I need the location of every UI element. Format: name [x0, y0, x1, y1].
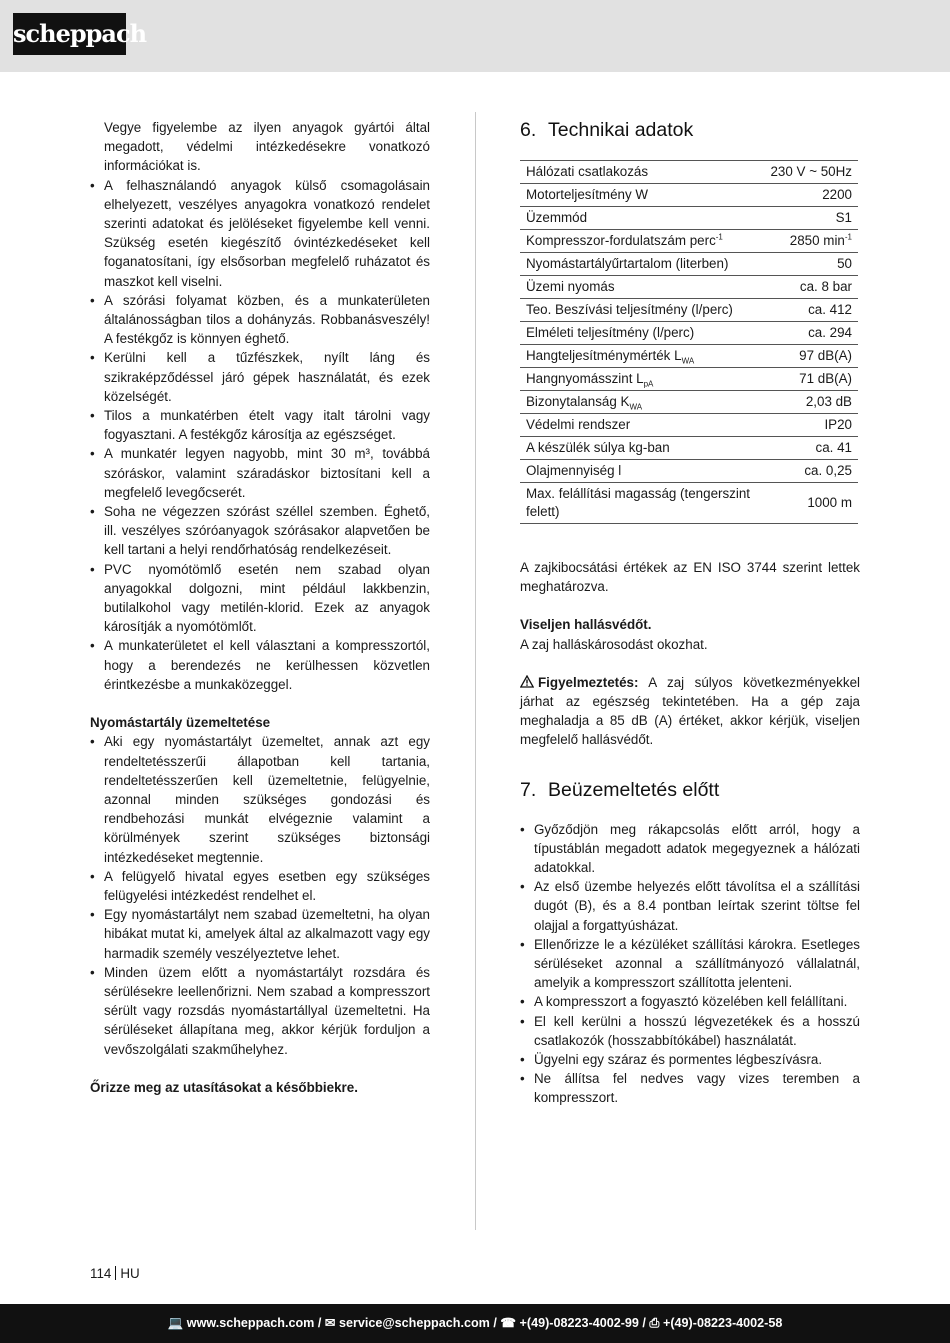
spec-label: Olajmennyiség l: [520, 460, 764, 483]
list-item: • Egy nyomástartályt nem szabad üzemeltetni, ha olyan hibákat mutat ki, amelyek által az alkalmazott vagy egy harmadik személy veszélyeztetve lehet.: [90, 905, 430, 963]
spec-row: [520, 460, 858, 483]
scheppach-logo: scheppach: [13, 13, 126, 55]
spec-label: Teo. Beszívási teljesítmény (l/perc): [520, 299, 764, 322]
phone-number: +(49)-08223-4002-99: [519, 1316, 639, 1330]
website-link[interactable]: www.scheppach.com: [186, 1316, 315, 1330]
spec-label: Bizonytalanság $K_{WA}$: [520, 391, 764, 414]
spec-value: IP20: [764, 414, 858, 437]
spec-value: 230 V ~ 50Hz: [764, 161, 858, 184]
spec-value: 50: [764, 253, 858, 276]
before-operation-heading: [520, 778, 860, 802]
spec-value: ca. 8 bar: [764, 276, 858, 299]
warning-label: Figyelmeztetés:: [538, 674, 639, 690]
spec-row: [520, 414, 858, 437]
section-number: 7.: [520, 778, 537, 801]
spec-label: Védelmi rendszer: [520, 414, 764, 437]
list-item: • PVC nyomótömlő esetén nem szabad olyan anyagokkal dolgozni, mint például lakkbenzin, butilalkohol vagy metilén-klorid. Ezek az anyagok károsítják a nyomótömlőt.: [90, 560, 430, 637]
list-item: • El kell kerülni a hosszú légvezetékek és a hosszú csatlakozók (hosszabbítókábel) használatát.: [520, 1012, 860, 1050]
spec-value: ca. 294: [764, 322, 858, 345]
spec-row: [520, 368, 858, 391]
pressure-tank-list: [90, 732, 430, 1058]
spec-value: S1: [764, 207, 858, 230]
spec-value: ca. 41: [764, 437, 858, 460]
page-header: [0, 0, 950, 72]
safety-list: [90, 176, 430, 694]
spec-label: Hangteljesítménymérték $L_{WA}$: [520, 345, 764, 368]
list-item: • Az első üzembe helyezés előtt távolítsa el a szállítási dugót (B), és a 8.4 pontban leírtak szerint töltse fel olajjal a forgattyúsházat.: [520, 877, 860, 935]
left-column: [90, 118, 430, 1097]
spec-label: Max. felállítási magasság (tengerszint felett): [520, 483, 764, 524]
spec-row: [520, 345, 858, 368]
spec-label: Nyomástartályűrtartalom (literben): [520, 253, 764, 276]
section-number: 6.: [520, 119, 537, 141]
page-number: [90, 1264, 140, 1283]
spec-value: 2850 $\min^{-1}$: [764, 230, 858, 253]
fax-number: +(49)-08223-4002-58: [663, 1316, 783, 1330]
spec-table: [520, 160, 858, 524]
warning-text: A zaj súlyos következményekkel járhat az egészség tekintetében. Ha a gép zaja meghaladja a 85 dB (A) értéket, akkor kérjük, viseljen megfelelő hallásvédőt.: [520, 674, 860, 748]
page-language: HU: [120, 1266, 140, 1281]
spec-value: 71 dB(A): [764, 368, 858, 391]
list-item: • Ügyelni egy száraz és pormentes légbeszívásra.: [520, 1050, 860, 1069]
spec-row: [520, 230, 858, 253]
phone-icon: ☎: [500, 1316, 517, 1330]
fax-icon: ⎙: [649, 1316, 660, 1330]
list-item: • Minden üzem előtt a nyomástartályt rozsdára és sérülésekre leellenőrizni. Nem szabad a kompresszort sérült vagy rozsdás nyomástartállyal üzemeltetni. Ha sérüléseket állapítana meg, akkor kérjük forduljon a vevőszolgálati szakműhelyhez.: [90, 963, 430, 1059]
warning-paragraph: [520, 673, 860, 750]
hearing-text: A zaj halláskárosodást okozhat.: [520, 636, 708, 652]
list-item: • Ne állítsa fel nedves vagy vizes teremben a kompresszort.: [520, 1069, 860, 1107]
intro-paragraph: Vegye figyelembe az ilyen anyagok gyártói által megadott, védelmi intézkedésekre vonatkozó információkat is.: [104, 120, 430, 174]
spec-row: [520, 276, 858, 299]
section-heading: Nyomástartály üzemeltetése: [90, 715, 271, 731]
spec-label: Motorteljesítmény W: [520, 184, 764, 207]
list-item: • Soha ne végezzen szórást széllel szemben. Éghető, ill. veszélyes szóróanyagok szórásakor alapvetően be kell tartani a helyi rendőrhatóság rendelkezéseit.: [90, 502, 430, 560]
list-item: • A felhasználandó anyagok külső csomagolásain elhelyezett, veszélyes anyagokra vonatkozó rendelet szerinti adatokat és jelöléseket figyelembe kell venni. Szükség esetén kiegészítő óvintézkedéseket kell foganatosítani, így elsősorban megfelelő ruházatot és maszkot kell viselni.: [90, 176, 430, 291]
noise-paragraph: A zajkibocsátási értékek az EN ISO 3744 szerint lettek meghatározva.: [520, 560, 860, 595]
hearing-heading: Viseljen hallásvédőt.: [520, 617, 652, 633]
spec-row: [520, 161, 858, 184]
spec-label: Üzemmód: [520, 207, 764, 230]
spec-row: [520, 391, 858, 414]
closing-note: Őrizze meg az utasításokat a későbbiekre.: [90, 1079, 358, 1095]
spec-row: [520, 207, 858, 230]
list-item: • A kompresszort a fogyasztó közelében kell felállítani.: [520, 992, 860, 1011]
section-title: Technikai adatok: [548, 119, 694, 141]
spec-value: 97 dB(A): [764, 345, 858, 368]
spec-value: 2,03 dB: [764, 391, 858, 414]
column-divider: [475, 112, 476, 1230]
spec-label: Kompresszor-fordulatszám perc$^{-1}$: [520, 230, 764, 253]
page-number-value: 114: [90, 1266, 112, 1281]
spec-label: Hálózati csatlakozás: [520, 161, 764, 184]
email-icon: ✉: [324, 1316, 336, 1330]
spec-row: [520, 299, 858, 322]
spec-value: 2200: [764, 184, 858, 207]
right-column: [520, 118, 860, 1108]
spec-row: [520, 253, 858, 276]
computer-icon: 💻: [167, 1316, 184, 1330]
spec-row: [520, 437, 858, 460]
spec-value: ca. 0,25: [764, 460, 858, 483]
list-item: • Kerülni kell a tűzfészkek, nyílt láng és szikraképződéssel járó gépek használatát, és ezek közelségét.: [90, 348, 430, 406]
tech-data-heading: [520, 118, 860, 142]
spec-value: 1000 m: [764, 483, 858, 524]
list-item: • Aki egy nyomástartályt üzemeltet, annak azt egy rendeltetésszerűi állapotban kell tartania, rendeltetésszerűen kell üzemeltetnie, felügyelnie, azonnal minden szükséges gondozási és rendbehozási munkát elvégeznie valamint a körülmények szerint szükséges biztonsági intézkedéseket megtennie.: [90, 732, 430, 866]
spec-label: A készülék súlya kg-ban: [520, 437, 764, 460]
before-operation-list: [520, 820, 860, 1108]
list-item: • A munkatér legyen nagyobb, mint 30 m³, továbbá szóráskor, valamint száradáskor biztosítani kell a megfelelő levegőcserét.: [90, 444, 430, 502]
page-footer: 💻 www.scheppach.com / ✉ service@scheppach.com / ☎ +(49)-08223-4002-99 / ⎙ +(49)-08223-4002-58: [0, 1304, 950, 1343]
email-link[interactable]: service@scheppach.com: [338, 1316, 490, 1330]
spec-value: ca. 412: [764, 299, 858, 322]
list-item: • Tilos a munkatérben ételt vagy italt tárolni vagy fogyasztani. A festékgőz károsítja az egészséget.: [90, 406, 430, 444]
spec-row: [520, 483, 858, 524]
spec-row: [520, 184, 858, 207]
list-item: • A munkaterületet el kell választani a kompresszortól, hogy a berendezés ne kerülhessen közvetlen érintkezésbe a munkaközeggel.: [90, 636, 430, 694]
spec-label: Elméleti teljesítmény (l/perc): [520, 322, 764, 345]
spec-label: Hangnyomásszint $L_{pA}$: [520, 368, 764, 391]
warning-triangle-icon: [520, 675, 534, 688]
list-item: • Ellenőrizze le a kézüléket szállítási károkra. Esetleges sérüléseket azonnal a szállítmányozó vállalatnál, amelyik a kompresszort szállította jelenteni.: [520, 935, 860, 993]
list-item: • A szórási folyamat közben, és a munkaterületen általánosságban tilos a dohányzás. Robbanásveszély! A festékgőz is könnyen éghető.: [90, 291, 430, 349]
spec-row: [520, 322, 858, 345]
list-item: • Győződjön meg rákapcsolás előtt arról, hogy a típustáblán megadott adatok megegyeznek a hálózati adatokkal.: [520, 820, 860, 878]
section-title: Beüzemeltetés előtt: [548, 778, 720, 801]
spec-label: Üzemi nyomás: [520, 276, 764, 299]
list-item: • A felügyelő hivatal egyes esetben egy szükséges felügyelési intézkedést rendelhet el.: [90, 867, 430, 905]
